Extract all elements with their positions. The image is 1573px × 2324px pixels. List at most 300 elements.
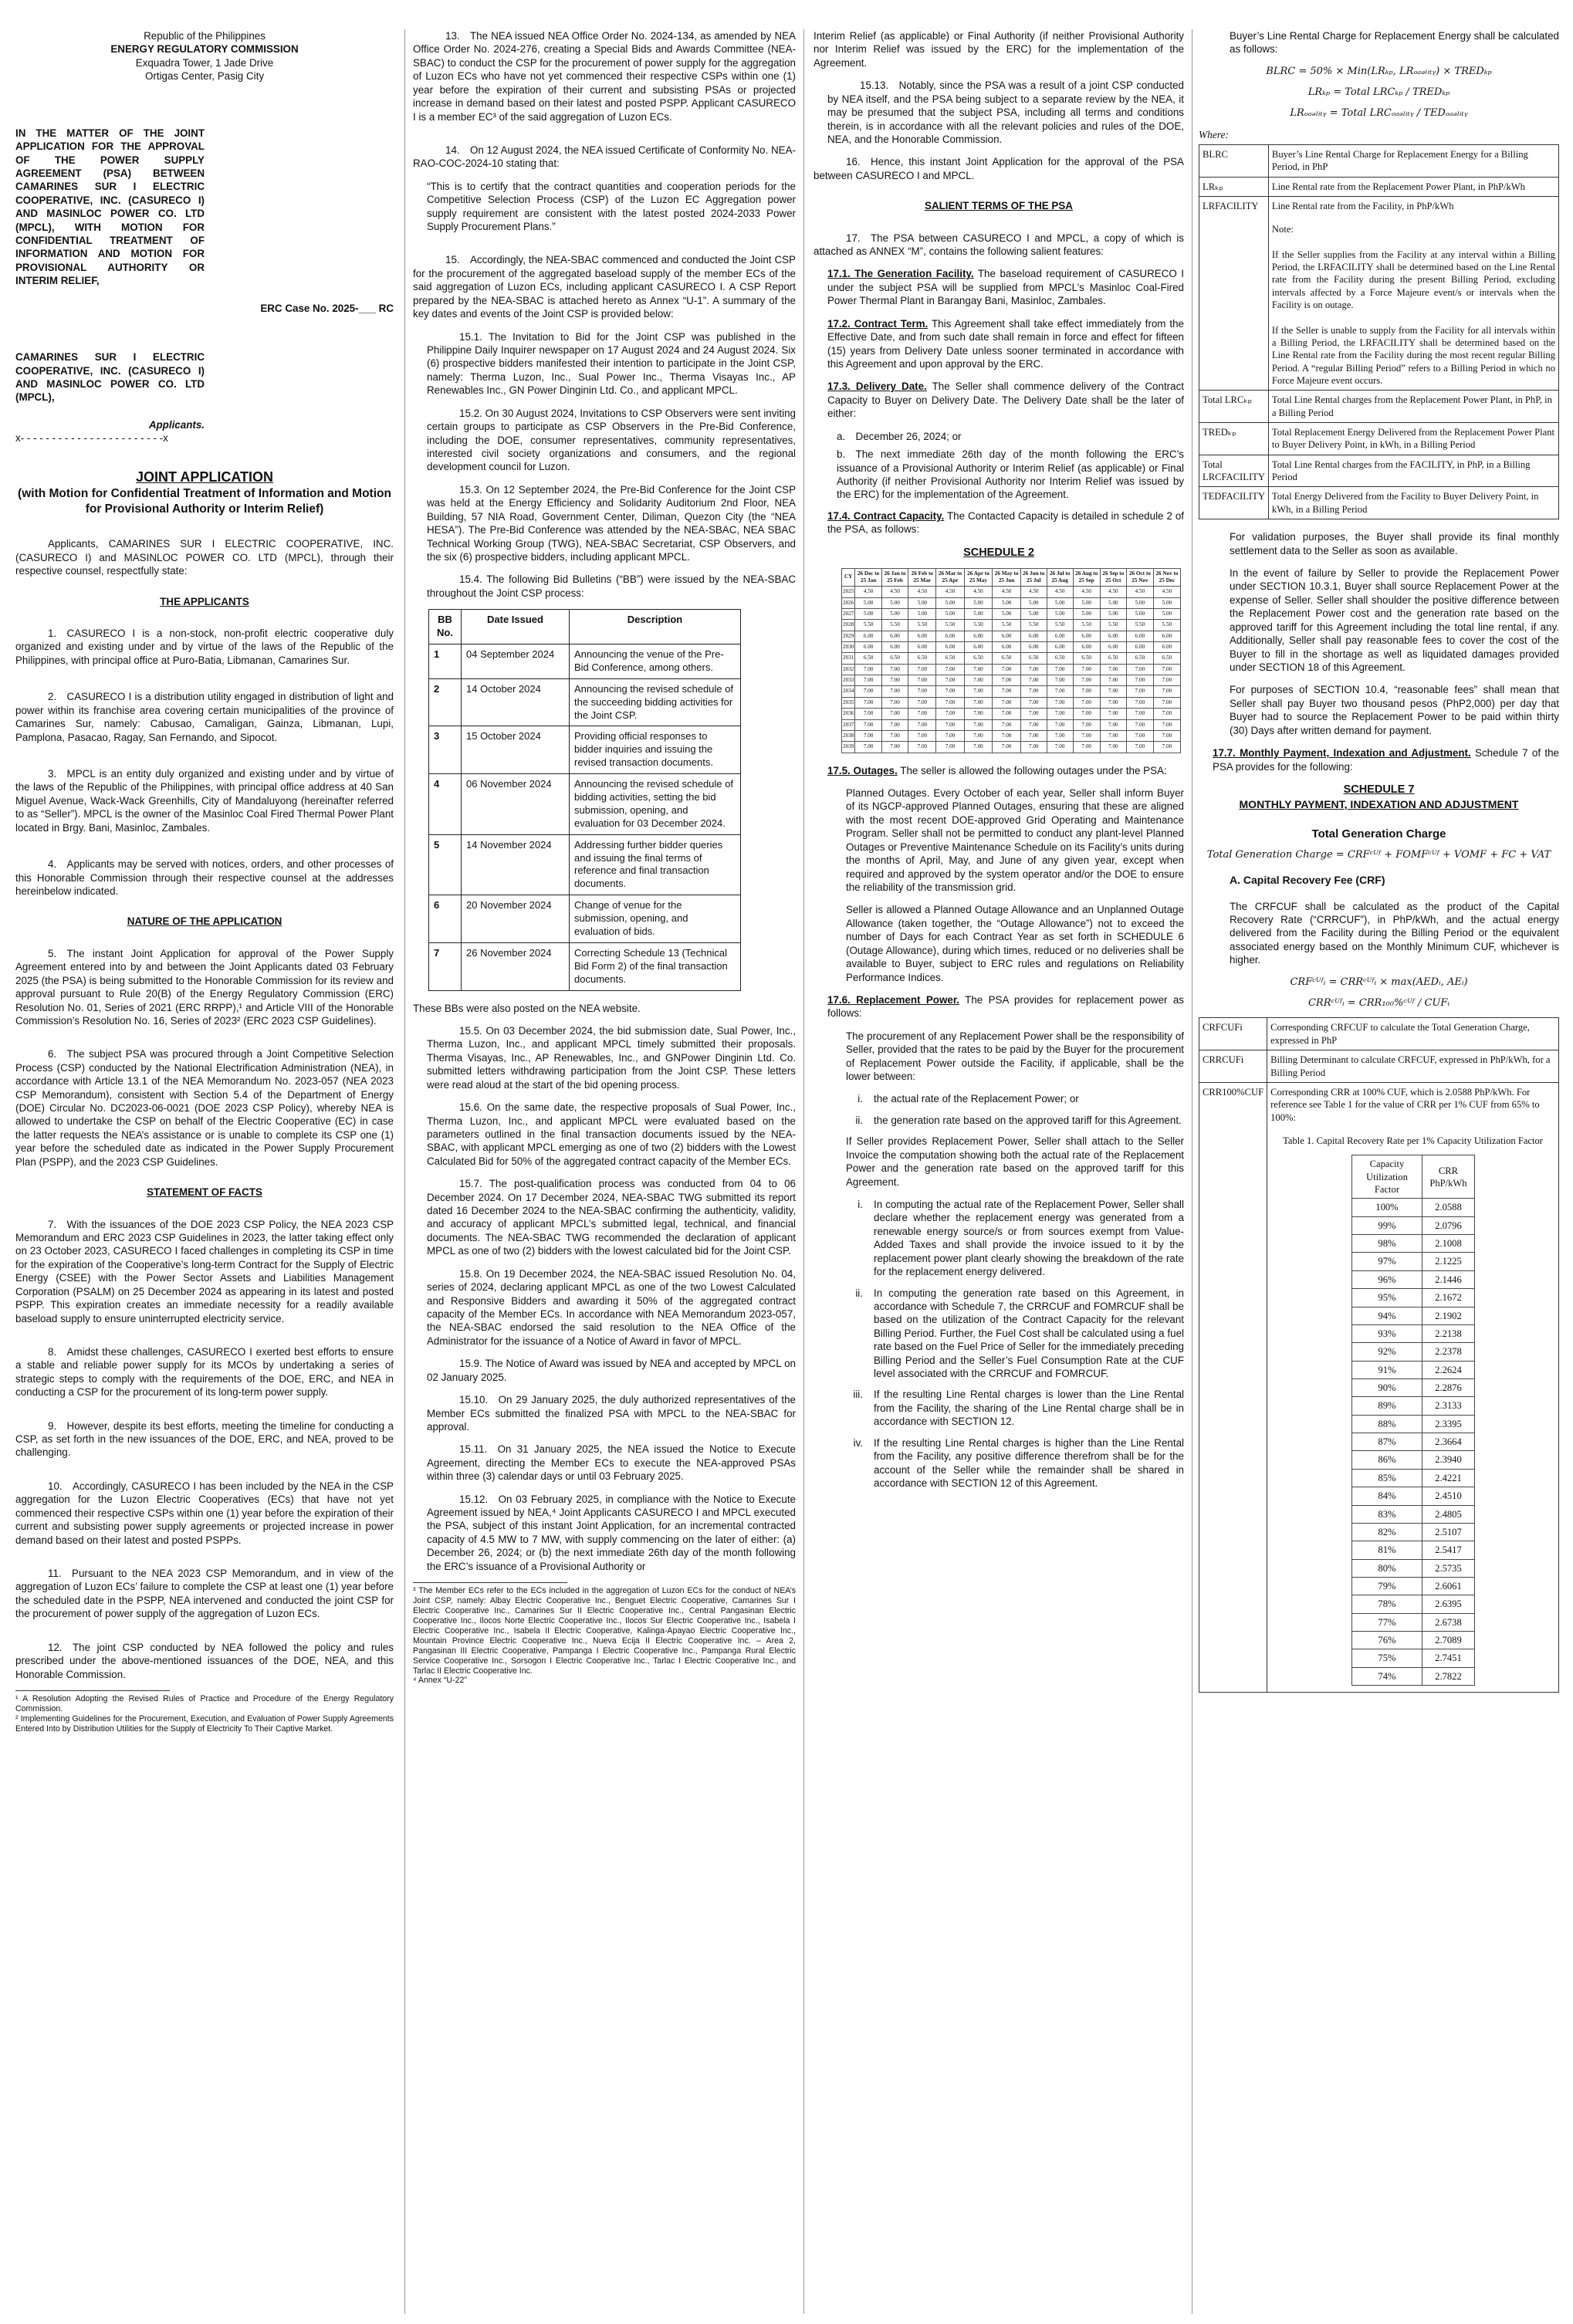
schedule-2-column-header: 26 Sep to 25 Oct (1100, 568, 1126, 587)
capacity-cell: 6.00 (964, 642, 993, 653)
table-row (842, 719, 1181, 730)
table-row (1351, 1577, 1474, 1595)
capacity-cell: 7.00 (936, 686, 964, 697)
capacity-cell: 5.50 (908, 620, 936, 631)
term-monthly-payment (1199, 746, 1559, 773)
paragraph-15-11: 15.11. On 31 January 2025, the NEA issued the Notice to Execute Agreement, directing the Member ECs to execute the NEA-approved PSAs within three (3) calendar days or until 03 February 2025. (427, 1443, 796, 1483)
crr-cell: 2.5107 (1422, 1523, 1474, 1541)
replacement-power-attach: If Seller provides Replacement Power, Seller shall attach to the Seller Invoice the computation showing both the actual rate of the Replacement Power and the generation rate based on the approved tariff for this Agreement. (846, 1135, 1184, 1188)
contract-year-cell: 2035 (842, 697, 855, 708)
crr-cell: 2.2876 (1422, 1379, 1474, 1397)
formula-crr: CRRᶜᵁᶠᵢ = CRR₁₀₀%ᶜᵁᶠ / CUFᵢ (1307, 996, 1450, 1009)
capacity-cell: 5.00 (1100, 597, 1126, 608)
capacity-cell: 7.00 (1153, 709, 1180, 719)
cuf-cell: 94% (1351, 1307, 1422, 1324)
capacity-cell: 5.00 (1020, 597, 1047, 608)
capacity-cell: 7.00 (1153, 742, 1180, 753)
schedule-2-column-header: 26 Oct to 25 Nov (1126, 568, 1153, 587)
crr-cell: 2.7089 (1422, 1632, 1474, 1649)
capacity-cell: 7.00 (1153, 664, 1180, 675)
table-row (429, 678, 741, 726)
capacity-cell: 4.50 (1047, 587, 1073, 597)
crr-cell: 2.1008 (1422, 1235, 1474, 1253)
schedule-2-column-header: 26 Aug to 25 Sep (1073, 568, 1100, 587)
table-row (1351, 1613, 1474, 1631)
capacity-cell: 7.00 (1100, 742, 1126, 753)
capacity-cell: 5.50 (964, 620, 993, 631)
capacity-cell: 7.00 (881, 675, 908, 686)
capacity-cell: 5.50 (1047, 620, 1073, 631)
crf-definitions-table (1199, 1017, 1559, 1693)
capacity-cell: 7.00 (855, 664, 881, 675)
capacity-cell: 7.00 (1020, 709, 1047, 719)
table-row (1351, 1379, 1474, 1397)
capacity-cell: 6.00 (1020, 642, 1047, 653)
capacity-cell: 7.00 (1073, 730, 1100, 741)
bb-posted-note: These BBs were also posted on the NEA website. (413, 1002, 641, 1014)
replacement-computation-list (814, 1198, 1184, 1490)
paragraph-7: 7. With the issuances of the DOE 2023 CSP Policy, the NEA 2023 CSP Memorandum and ERC 2023 CSP Guidelines in 2023, the latter taking effect only on 23 October 2023, CASURECO I faced challenges in completing its CSP in time for the expiration of the Cooperative’s long-term Contract for the Supply of Electric Energy (CSEE) with the Power Sector Assets and Liabilities Management Corporation (PSALM) on 25 December 2024 as appearing in its latest and posted PSPP. This expiration creates an immediate necessity for a readily available baseload supply to ensure uninterrupted electricity service. (15, 1218, 394, 1324)
capacity-cell: 7.00 (881, 697, 908, 708)
bb-no: 4 (429, 774, 462, 835)
paragraph-11: 11. Pursuant to the NEA 2023 CSP Memorandum, and in view of the aggregation of Luzon ECs’ failure to complete the CSP at least one (1) year before the scheduled date in the PSPP, NEA intervened and conducted the joint CSP for the procurement of power supply of the aggregation of Luzon ECs. (15, 1568, 394, 1620)
capacity-cell: 6.00 (1047, 642, 1073, 653)
capacity-cell: 5.00 (1153, 597, 1180, 608)
capacity-cell: 5.50 (1153, 620, 1180, 631)
bb-date: 14 November 2024 (462, 834, 570, 895)
bb-description: Providing official responses to bidder inquiries and issuing the revised transaction documents. (570, 726, 741, 774)
table-row: TEDFACILITY Total Energy Delivered from the Facility to Buyer Delivery Point, in kWh, in a Billing Period (1199, 487, 1559, 519)
validation-paragraph: For validation purposes, the Buyer shall provide its final monthly settlement data to the Seller as soon as available. (1230, 531, 1559, 556)
capacity-cell: 5.50 (936, 620, 964, 631)
crr-cell: 2.1225 (1422, 1253, 1474, 1270)
table-row (1351, 1289, 1474, 1307)
term-heading: 17.5. Outages. (827, 764, 898, 776)
paragraph-16: 16. Hence, this instant Joint Application for the approval of the PSA between CASURECO I and MPCL. (814, 156, 1184, 181)
capacity-cell: 5.50 (855, 620, 881, 631)
table-row (1351, 1559, 1474, 1577)
capacity-cell: 7.00 (936, 675, 964, 686)
capacity-cell: 5.00 (881, 597, 908, 608)
formula-blrc: BLRC = 50% × Min(LRₖₚ, LRₒₐₔₗᵢₜᵧ) × TREDₖₚ (1266, 65, 1492, 77)
section-heading-applicants: THE APPLICANTS (160, 595, 249, 607)
bb-description: Announcing the revised schedule of the succeeding bidding activities for the Joint CSP. (570, 678, 741, 726)
capacity-cell: 7.00 (908, 709, 936, 719)
capacity-cell: 7.00 (993, 697, 1021, 708)
crr-table (1351, 1155, 1475, 1686)
schedule-2-title: SCHEDULE 2 (963, 546, 1034, 559)
footnote-2: ² Implementing Guidelines for the Procurement, Execution, and Evaluation of Power Supply Agreements Entered Into by Distribution Utilities for the Supply of Electricity To Their Captive Market. (15, 1713, 394, 1734)
capacity-cell: 7.00 (1153, 730, 1180, 741)
paragraph-1: 1. CASURECO I is a non-stock, non-profit electric cooperative duly organized and existing under and by virtue of the laws of the Republic of the Philippines, with principal office at Puro-Batia, Libmanan, Camarines Sur. (15, 628, 394, 666)
list-item: a. December 26, 2024; or (837, 430, 962, 442)
cuf-cell: 88% (1351, 1415, 1422, 1433)
capacity-cell: 4.50 (1126, 587, 1153, 597)
footnote-4: ⁴ Annex “U-22” (413, 1676, 467, 1686)
capacity-cell: 7.00 (855, 686, 881, 697)
crr-cell: 2.0588 (1422, 1199, 1474, 1216)
capacity-cell: 7.00 (1126, 742, 1153, 753)
contract-year-cell: 2033 (842, 675, 855, 686)
cuf-cell: 75% (1351, 1649, 1422, 1667)
capacity-cell: 7.00 (1100, 709, 1126, 719)
note-2: If the Seller is unable to supply from the Facility for all intervals within a Billing Period, the LRFACILITY shall be determined based on the Line Rental rate from the Facility during the most recent regular Billing Period. A “regular Billing Period” refers to a Billing Period in which no Force Majeure event occurs. (1271, 324, 1555, 386)
capacity-cell: 7.00 (993, 675, 1021, 686)
capacity-cell: 7.00 (881, 719, 908, 730)
capacity-cell: 5.00 (936, 597, 964, 608)
table-row (1351, 1541, 1474, 1559)
schedule-2-header-row (842, 568, 1181, 587)
capacity-cell: 5.00 (1020, 608, 1047, 619)
capacity-cell: 5.00 (1126, 597, 1153, 608)
table-row (429, 895, 741, 943)
table-row (1351, 1632, 1474, 1649)
capacity-cell: 5.00 (964, 608, 993, 619)
total-generation-charge-heading: Total Generation Charge (1311, 827, 1446, 841)
table-row (842, 587, 1181, 597)
capacity-cell: 6.50 (881, 653, 908, 664)
paragraph-2: 2. CASURECO I is a distribution utility engaged in distribution of light and power within its franchise area covering certain municipalities of the province of Camarines Sur, namely: Cabusao, Camaligan, Gainza, Libmanan, Lupi, Pamplona, Pasacao, Ragay, San Fernando, and Sipocot. (15, 691, 394, 743)
paragraph-15-12-cont: Interim Relief (as applicable) or Final Authority (if neither Provisional Authority nor Interim Relief was issued by the ERC) for the implementation of the Agreement. (814, 30, 1184, 69)
document-subtitle: (with Motion for Confidential Treatment of Information and Motion for Provisional Authority or Interim Relief) (18, 487, 391, 516)
capacity-cell: 7.00 (993, 664, 1021, 675)
table-row (1351, 1433, 1474, 1451)
capacity-cell: 7.00 (855, 709, 881, 719)
capacity-cell: 7.00 (908, 686, 936, 697)
capacity-cell: 4.50 (881, 587, 908, 597)
capacity-cell: 7.00 (936, 742, 964, 753)
blrc-definitions-table (1199, 144, 1559, 519)
note-label: Note: (1271, 224, 1294, 235)
cuf-cell: 90% (1351, 1379, 1422, 1397)
table-row (1351, 1451, 1474, 1469)
paragraph-12: 12. The joint CSP conducted by NEA followed the policy and rules prescribed under the above-mentioned issuances of the DOE, NEA, and this Honorable Commission. (15, 1641, 394, 1680)
capacity-cell: 7.00 (1020, 742, 1047, 753)
capacity-cell: 7.00 (1047, 730, 1073, 741)
table-row (1351, 1235, 1474, 1253)
capacity-cell: 6.50 (1020, 653, 1047, 664)
delivery-date-options (814, 430, 1184, 502)
crf-heading: A. Capital Recovery Fee (CRF) (1230, 874, 1385, 887)
capacity-cell: 7.00 (1047, 675, 1073, 686)
capacity-cell: 5.50 (1100, 620, 1126, 631)
formula-crf: CRFᶜᵁᶠᵢ = CRRᶜᵁᶠᵢ × max(AEDᵢ, AEᵢ) (1290, 976, 1468, 988)
bb-description: Addressing further bidder queries and issuing the final terms of reference and final transaction documents. (570, 834, 741, 895)
crr-cell: 2.3133 (1422, 1397, 1474, 1415)
crr-cell: 2.2378 (1422, 1343, 1474, 1361)
column-2 (404, 29, 803, 2314)
schedule-2-column-header: 26 Jan to 25 Feb (881, 568, 908, 587)
cuf-cell: 85% (1351, 1469, 1422, 1487)
term-body: The PSA provides for replacement power as follows: (827, 993, 1184, 1020)
bid-bulletins-table (428, 609, 741, 990)
cuf-cell: 89% (1351, 1397, 1422, 1415)
capacity-cell: 5.00 (1100, 608, 1126, 619)
capacity-cell: 5.00 (964, 597, 993, 608)
term-heading: 17.6. Replacement Power. (827, 993, 960, 1006)
paragraph-15-4: 15.4. The following Bid Bulletins (“BB”) were issued by the NEA-SBAC throughout the Joint CSP process: (427, 573, 796, 599)
capacity-cell: 4.50 (855, 587, 881, 597)
paragraph-9: 9. However, despite its best efforts, meeting the timeline for conducting a CSP, as set forth in the new issuances of the DOE, ERC, and NEA, proved to be challenging. (15, 1419, 394, 1459)
paragraph-3: 3. MPCL is an entity duly organized and existing under and by virtue of the laws of the Republic of the Philippines, with principal office address at 40 San Miguel Avenue, Wack-Wack Greenhills, City of Mandaluyong (hereinafter referred to as “Seller”). MPCL is the owner of the Masinloc Coal Fired Thermal Power Plant located in Brgy. Bani, Masinloc, Zambales. (15, 768, 394, 834)
table-row (1351, 1361, 1474, 1379)
capacity-cell: 6.00 (1020, 631, 1047, 641)
capacity-cell: 4.50 (1153, 587, 1180, 597)
cuf-cell: 93% (1351, 1324, 1422, 1342)
certificate-quote: “This is to certify that the contract quantities and cooperation periods for the Competitive Selection Process (CSP) of the Luzon EC Aggregation power supply requirement are consistent with the latest posted 2024-2033 Power Supply Procurement Plans.” (427, 180, 796, 233)
capacity-cell: 4.50 (993, 587, 1021, 597)
schedule-2-column-header: 26 Nov to 25 Dec (1153, 568, 1180, 587)
capacity-cell: 7.00 (993, 719, 1021, 730)
footnote-rule (15, 1690, 170, 1691)
capacity-cell: 7.00 (936, 719, 964, 730)
paragraph-8: 8. Amidst these challenges, CASURECO I exerted best efforts to ensure a stable and reliable power supply for its MCOs by undertaking a series of strategic steps to comply with the requirements of the DOE, ERC, and NEA in conducting a CSP for the procurement of its long-term power supply. (15, 1345, 394, 1399)
letterhead (15, 29, 394, 83)
capacity-cell: 7.00 (1047, 719, 1073, 730)
outage-allowance: Seller is allowed a Planned Outage Allowance and an Unplanned Outage Allowance (taken together, the “Outage Allowance”) not to exceed the number of Days for each Contract Year as set forth in SCHEDULE 6 (Outage Allowance), during which times, reduced or no deliveries shall be available to Buyer, subject to ERC rules and regulations on Reliability Performance Indices. (846, 904, 1184, 983)
table-row (842, 653, 1181, 664)
table-row (1351, 1469, 1474, 1487)
cuf-cell: 76% (1351, 1632, 1422, 1649)
crr-cell: 2.6395 (1422, 1595, 1474, 1613)
contract-year-cell: 2032 (842, 664, 855, 675)
cuf-cell: 92% (1351, 1343, 1422, 1361)
table-row (842, 631, 1181, 641)
column-1 (11, 29, 404, 2314)
capacity-cell: 7.00 (881, 730, 908, 741)
capacity-cell: 5.00 (1073, 597, 1100, 608)
bb-date: 15 October 2024 (462, 726, 570, 774)
capacity-cell: 6.00 (1073, 631, 1100, 641)
schedule-2-column-header: 26 Feb to 25 Mar (908, 568, 936, 587)
crr-cell: 2.4805 (1422, 1505, 1474, 1523)
table-row (429, 942, 741, 990)
table-row (1351, 1487, 1474, 1505)
where-label: Where: (1199, 128, 1229, 140)
paragraph-15-9: 15.9. The Notice of Award was issued by NEA and accepted by MPCL on 02 January 2025. (427, 1358, 796, 1383)
table-row (842, 675, 1181, 686)
table-row (1351, 1397, 1474, 1415)
crr-cell: 2.3940 (1422, 1451, 1474, 1469)
contract-year-cell: 2037 (842, 719, 855, 730)
bb-no: 7 (429, 942, 462, 990)
capacity-cell: 5.50 (1073, 620, 1100, 631)
capacity-cell: 4.50 (1100, 587, 1126, 597)
case-caption: IN THE MATTER OF THE JOINT APPLICATION FOR THE APPROVAL OF THE POWER SUPPLY AGREEMENT (PSA) BETWEEN CAMARINES SUR I ELECTRIC COOPERATIVE, INC. (CASURECO I) AND MASINLOC POWER CO. LTD (MPCL), WITH MOTION FOR CONFIDENTIAL TREATMENT OF INFORMATION AND MOTION FOR PROVISIONAL AUTHORITY OR INTERIM RELIEF, (15, 127, 205, 287)
cuf-cell: 91% (1351, 1361, 1422, 1379)
address-line-2: Ortigas Center, Pasig City (144, 70, 265, 83)
table-row (429, 644, 741, 678)
capacity-cell: 4.50 (936, 587, 964, 597)
term-body: The Seller shall commence delivery of the Contract Capacity to Buyer on Delivery Date. The Delivery Date shall be the later of either: (827, 381, 1184, 420)
table-row (1351, 1307, 1474, 1324)
capacity-cell: 7.00 (964, 719, 993, 730)
bb-no: 1 (429, 644, 462, 678)
capacity-cell: 7.00 (1153, 675, 1180, 686)
capacity-cell: 5.00 (936, 608, 964, 619)
paragraph-15-6: 15.6. On the same date, the respective proposals of Sual Power, Inc., Therma Luzon, Inc., and applicant MPCL were evaluated based on the parameters outlined in the final transaction documents issued by the NEA-SBAC, with applicant MPCL emerging as one of two (2) bidders with the Lowest Calculated Bid for 50% of the aggregated contract capacity of the Member ECs. (427, 1101, 796, 1167)
paragraph-15-13: 15.13. Notably, since the PSA was a result of a joint CSP conducted by NEA itself, and the PSA being subject to a separate review by the NEA, it may be presumed that the subject PSA, including all terms and conditions therein, is in accordance with all the relevant policies and rules of the DOE, NEA, and the Honorable Commission. (827, 79, 1184, 145)
capacity-cell: 6.50 (855, 653, 881, 664)
bb-description: Announcing the revised schedule of bidding activities, setting the bid submission, opening, and evaluation for 03 December 2024. (570, 774, 741, 835)
table-row (842, 597, 1181, 608)
bb-no: 2 (429, 678, 462, 726)
capacity-cell: 5.00 (855, 608, 881, 619)
capacity-cell: 7.00 (881, 709, 908, 719)
bb-description: Correcting Schedule 13 (Technical Bid Form 2) of the final transaction documents. (570, 942, 741, 990)
table-row (1351, 1667, 1474, 1685)
capacity-cell: 7.00 (964, 697, 993, 708)
capacity-cell: 6.00 (1153, 642, 1180, 653)
commission-name: ENERGY REGULATORY COMMISSION (110, 43, 299, 56)
table-row: CRRCUFi Billing Determinant to calculate CRFCUF, expressed in PhP/kWh, for a Billing Period (1199, 1050, 1559, 1083)
footnote-1: ¹ A Resolution Adopting the Revised Rules of Practice and Procedure of the Energy Regulatory Commission. (15, 1693, 394, 1713)
capacity-cell: 5.00 (1073, 608, 1100, 619)
formula-total-generation-charge: Total Generation Charge = CRFᶜᵁᶠ + FOMFᶜᵁᶠ + VOMF + FC + VAT (1206, 849, 1551, 861)
crr-cell: 2.4221 (1422, 1469, 1474, 1487)
bb-header-description: Description (570, 610, 741, 644)
capacity-cell: 7.00 (1100, 686, 1126, 697)
cuf-cell: 96% (1351, 1270, 1422, 1288)
capacity-cell: 7.00 (1126, 686, 1153, 697)
contract-year-cell: 2031 (842, 653, 855, 664)
capacity-cell: 7.00 (908, 675, 936, 686)
cuf-cell: 87% (1351, 1433, 1422, 1451)
table-row (1351, 1199, 1474, 1216)
contract-year-cell: 2030 (842, 642, 855, 653)
paragraph-15-12: 15.12. On 03 February 2025, in compliance with the Notice to Execute Agreement issued by NEA,⁴ Joint Applicants CASURECO I and MPCL executed the PSA, subject of this instant Joint Application, for an incremental contracted capacity of 4.5 MW to 7 MW, with supply commencing on the later of either: (a) December 26, 2024; or (b) the next immediate 26th day of the month following the ERC’s issuance of a Provisional Authority or (427, 1493, 796, 1572)
capacity-cell: 6.50 (908, 653, 936, 664)
capacity-cell: 7.00 (908, 742, 936, 753)
replacement-power-intro: The procurement of any Replacement Power shall be the responsibility of Seller, provided that the rates to be paid by the Buyer for the procurement of Replacement Power outside the Facility, if applicable, shall be the lower between: (846, 1030, 1184, 1083)
capacity-cell: 5.50 (881, 620, 908, 631)
crr-cell: 2.5417 (1422, 1541, 1474, 1559)
capacity-cell: 7.00 (1073, 664, 1100, 675)
paragraph-15-1: 15.1. The Invitation to Bid for the Joint CSP was published in the Philippine Daily Inquirer newspaper on 17 August 2024 and 24 August 2024. Six (6) prospective bidders manifested their intention to participate in the Joint CSP, namely: Therma Luzon, Inc., Sual Power Inc., Therma Visayas Inc., AP Renewables Inc., GN Power Dinginin Ltd. Co., and applicant MPCL. (427, 330, 796, 397)
schedule-7-subtitle: MONTHLY PAYMENT, INDEXATION AND ADJUSTMENT (1239, 797, 1519, 810)
section-heading-salient: SALIENT TERMS OF THE PSA (925, 200, 1073, 212)
definition-text: Line Rental rate from the Facility, in PhP/kWh (1271, 201, 1454, 212)
table-row: Total LRCₖₚ Total Line Rental charges from the Replacement Power Plant, in PhP, in a Billing Period (1199, 391, 1559, 423)
capacity-cell: 6.50 (993, 653, 1021, 664)
table-row: LRFACILITY Line Rental rate from the Facility, in PhP/kWh Note: If the Seller supplies from the Facility at any interval within a Billing Period, the LRFACILITY shall be determined based on the Line Rental rate from the Facility during the present Billing Period, excluding intervals affected by a Force Majeure event/s or intervals when the Facility is on outage. If the Seller is unable to supply from the Facility for all intervals within a Billing Period, the LRFACILITY shall be determined based on the Line Rental rate from the Facility during the most recent regular Billing Period. A “regular Billing Period” refers to a Billing Period in which no Force Majeure event occurs. (1199, 197, 1559, 391)
capacity-cell: 7.00 (1047, 686, 1073, 697)
capacity-cell: 6.50 (1126, 653, 1153, 664)
contract-year-cell: 2029 (842, 631, 855, 641)
cuf-cell: 97% (1351, 1253, 1422, 1270)
capacity-cell: 7.00 (1153, 719, 1180, 730)
capacity-cell: 7.00 (993, 742, 1021, 753)
capacity-cell: 7.00 (964, 675, 993, 686)
section-heading-nature: NATURE OF THE APPLICATION (127, 915, 282, 928)
capacity-cell: 6.00 (993, 642, 1021, 653)
crr-cell: 2.6738 (1422, 1613, 1474, 1631)
bb-header-date: Date Issued (462, 610, 570, 644)
paragraph-14: 14. On 12 August 2024, the NEA issued Certificate of Conformity No. NEA-RAO-COC-2024-10 stating that: (413, 144, 796, 170)
capacity-cell: 7.00 (908, 730, 936, 741)
capacity-cell: 7.00 (1047, 697, 1073, 708)
capacity-cell: 7.00 (936, 664, 964, 675)
table-row (1351, 1343, 1474, 1361)
bb-header-no: BB No. (429, 610, 462, 644)
list-item: b. The next immediate 26th day of the month following the ERC’s issuance of a Provisional Authority or Interim Relief (as applicable) or Final Authority (if neither Provisional Authority nor Interim Relief was issued by the ERC) for the implementation of the Agreement. (837, 448, 1184, 501)
table-row (429, 726, 741, 774)
capacity-cell: 7.00 (881, 742, 908, 753)
reasonable-fees-paragraph: For purposes of SECTION 10.4, “reasonable fees” shall mean that Seller shall pay Buyer two thousand pesos (PhP2,000) per day that Buyer had to source the Replacement Power to be paid within thirty (30) Days after written demand for payment. (1230, 684, 1559, 736)
crr-cell: 2.2138 (1422, 1324, 1474, 1342)
definition-text: Corresponding CRR at 100% CUF, which is 2.0588 PhP/kWh. For reference see Table 1 for the value of CRR per 1% CUF from 65% to 100%: (1270, 1086, 1540, 1123)
term-delivery-date (814, 380, 1184, 420)
capacity-cell: 5.00 (993, 597, 1021, 608)
contract-year-cell: 2027 (842, 608, 855, 619)
list-item: iii. If the resulting Line Rental charges is lower than the Line Rental from the Facility, the sharing of the Line Rental charge shall be in accordance with SECTION 12. (853, 1389, 1184, 1428)
crr-cell: 2.1672 (1422, 1289, 1474, 1307)
cuf-cell: 100% (1351, 1199, 1422, 1216)
paragraph-15: 15. Accordingly, the NEA-SBAC commenced and conducted the Joint CSP for the procurement of the aggregated baseload supply of the member ECs of the said aggregation of Luzon ECs, including applicant CASURECO I. A CSP Report prepared by the NEA-SBAC is attached hereto as Annex “U-1”. A summary of the key dates and events of the Joint CSP is provided below: (413, 254, 796, 320)
paragraph-6: 6. The subject PSA was procured through a Joint Competitive Selection Process (CSP) conducted by the National Electrification Administration (NEA), in accordance with Article 13.1 of the NEA Memorandum No. 2023-057 (NEA 2023 CSP Memorandum), consistent with Section 5.4 of the Department of Energy (DOE) Circular No. DC2023-06-0021 (DOE 2023 CSP Policy), whereby NEA is allowed to undertake the CSP on behalf of the Electric Cooperative (EC) in case the latter requests the NEA’s assistance or is unable to complete its CSP one (1) year before the scheduled date as indicated in the Power Supply Procurement Plan (PSPP), and the 2023 CSP Guidelines. (15, 1048, 394, 1168)
capacity-cell: 7.00 (1073, 709, 1100, 719)
capacity-cell: 7.00 (1073, 697, 1100, 708)
crr-cell: 2.7822 (1422, 1667, 1474, 1685)
table-row (1351, 1324, 1474, 1342)
contract-year-cell: 2036 (842, 709, 855, 719)
capacity-cell: 7.00 (908, 719, 936, 730)
note-1: If the Seller supplies from the Facility at any interval within a Billing Period, the LRFACILITY shall be determined based on the Line Rental rate from the Facility during the present Billing Period, excluding intervals affected by a Force Majeure event/s or intervals when the Facility is on outage. (1271, 249, 1555, 311)
bb-no: 6 (429, 895, 462, 943)
table-row (1351, 1523, 1474, 1541)
capacity-cell: 6.50 (1100, 653, 1126, 664)
capacity-cell: 7.00 (1100, 697, 1126, 708)
capacity-cell: 6.00 (1100, 642, 1126, 653)
document-title: JOINT APPLICATION (135, 469, 273, 485)
crr-header-rate: CRR PhP/kWh (1422, 1155, 1474, 1199)
bb-description: Announcing the venue of the Pre-Bid Conference, among others. (570, 644, 741, 678)
capacity-cell: 7.00 (993, 709, 1021, 719)
list-item: ii. In computing the generation rate based on this Agreement, in accordance with Schedule 7, the CRRCUF and FOMRCUF shall be based on the utilization of the Contract Capacity for the relevant Billing Period. Further, the Fuel Cost shall be calculated using a fuel rate based on the Fuel Price of Seller for the immediately preceding Billing Period and the Seller’s Fuel Consumption Rate at the CUF level associated with the CRRCUF and FOMRCUF. (855, 1287, 1184, 1380)
capacity-cell: 5.00 (1047, 608, 1073, 619)
cuf-cell: 79% (1351, 1577, 1422, 1595)
crr-cell: 2.3395 (1422, 1415, 1474, 1433)
capacity-cell: 5.00 (1047, 597, 1073, 608)
table-row (1351, 1595, 1474, 1613)
cuf-cell: 78% (1351, 1595, 1422, 1613)
capacity-cell: 4.50 (964, 587, 993, 597)
schedule-2-table (841, 568, 1181, 753)
capacity-cell: 7.00 (964, 742, 993, 753)
table-row (1351, 1253, 1474, 1270)
term-replacement-power (814, 993, 1184, 1020)
crr-cell: 2.1902 (1422, 1307, 1474, 1324)
capacity-cell: 7.00 (1073, 719, 1100, 730)
term-body: This Agreement shall take effect immediately from the Effective Date, and from such date shall remain in force and effect for fifteen (15) years from Delivery Date unless sooner terminated in accordance with this Agreement and upon approval by the ERC. (827, 317, 1185, 370)
term-outages (814, 764, 1184, 777)
contract-year-cell: 2038 (842, 730, 855, 741)
bb-date: 06 November 2024 (462, 774, 570, 835)
cuf-cell: 81% (1351, 1541, 1422, 1559)
paragraph-5: 5. The instant Joint Application for approval of the Power Supply Agreement entered into by and between the Joint Applicants dated 03 February 2025 (the PSA) is being submitted to the Honorable Commission for its review and approval pursuant to Rule 20(B) of the Energy Regulatory Commission (ERC) Resolution No. 01, Series of 2021 (ERC RRPP),¹ and Article VIII of the Honorable Commission’s Resolution No. 16, Series of 2023² (ERC 2023 CSP Guidelines). (15, 947, 394, 1027)
capacity-cell: 6.00 (1153, 631, 1180, 641)
address-line-1: Exquadra Tower, 1 Jade Drive (135, 56, 274, 69)
table-row: CRFCUFi Corresponding CRFCUF to calculate the Total Generation Charge, expressed in PhP (1199, 1018, 1559, 1050)
schedule-7-title: SCHEDULE 7 (1343, 783, 1415, 796)
caption-separator: x- - - - - - - - - - - - - - - - - - - - - - -x (15, 432, 168, 445)
term-heading: 17.7. Monthly Payment, Indexation and Adjustment. (1213, 747, 1471, 759)
capacity-cell: 6.50 (1153, 653, 1180, 664)
capacity-cell: 7.00 (1047, 664, 1073, 675)
capacity-cell: 7.00 (881, 686, 908, 697)
capacity-cell: 7.00 (855, 742, 881, 753)
paragraph-4: 4. Applicants may be served with notices, orders, and other processes of this Honorable Commission through their respective counsel at the addresses hereinbelow indicated. (15, 858, 394, 897)
